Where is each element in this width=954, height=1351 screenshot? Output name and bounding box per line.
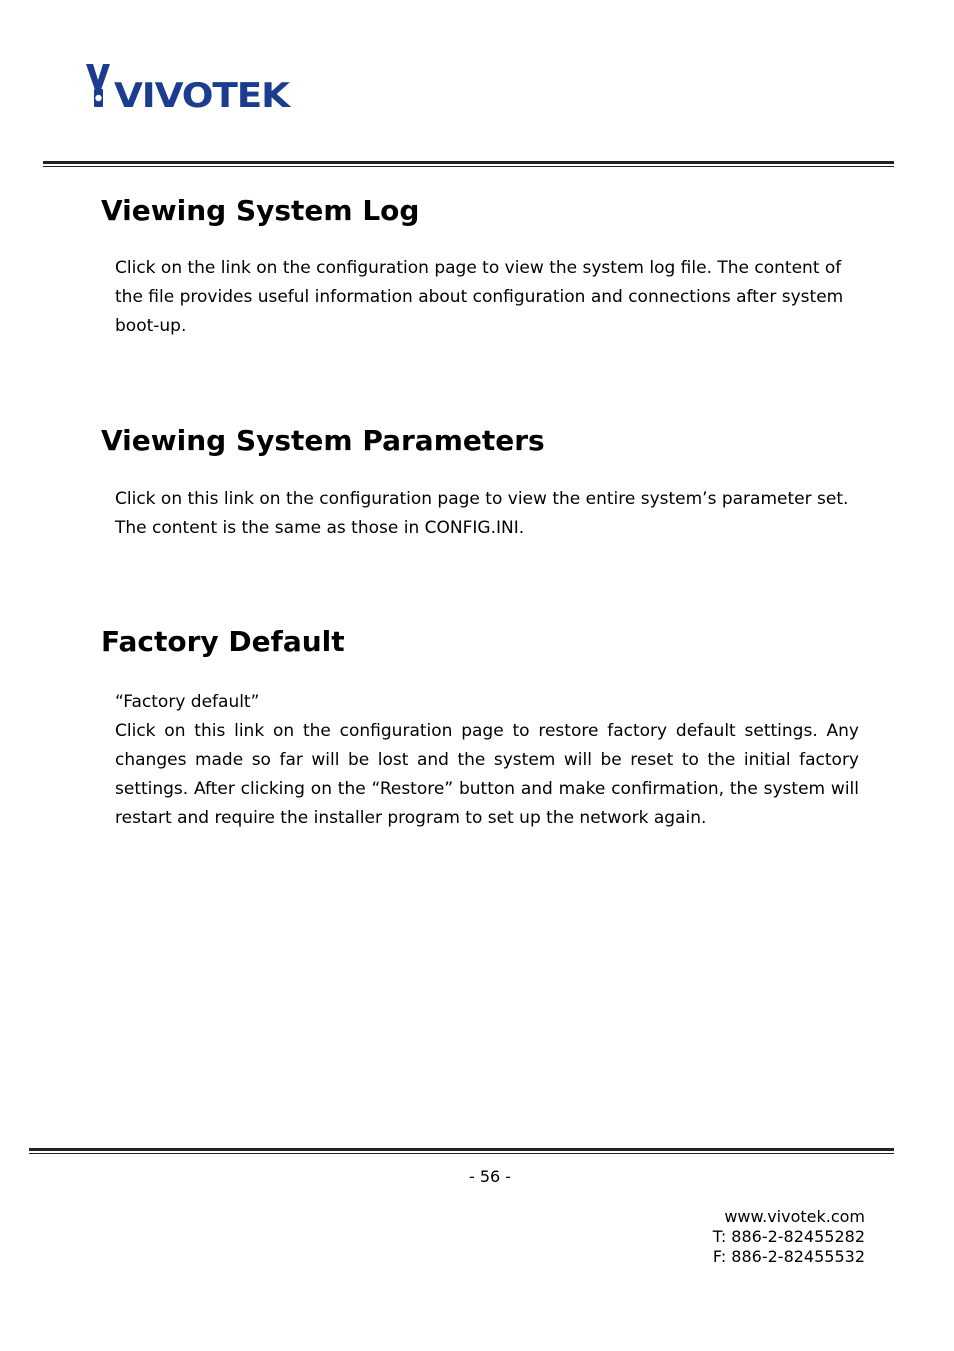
section-title: Viewing System Log — [101, 194, 420, 227]
section-body — [115, 688, 859, 833]
section-title: Factory Default — [101, 625, 345, 658]
website-text: www.vivotek.com — [724, 1207, 865, 1226]
vivotek-logo — [84, 60, 294, 114]
contact-info — [713, 1207, 865, 1267]
section-body — [115, 254, 859, 341]
page-number: - 56 - — [468, 1167, 512, 1186]
section-viewing-system-log — [101, 194, 861, 341]
header-divider — [43, 161, 894, 164]
svg-text:VIVOTEK: VIVOTEK — [114, 76, 292, 114]
paragraph: Click on this link on the configuration page to view the entire system’s parameter set. The content is the same as those in CONFIG.INI. — [115, 489, 849, 538]
paragraph: Click on the link on the configuration page to view the system log file. The content of the file provides useful information about configuration and connections after system boot-up. — [115, 258, 844, 336]
section-viewing-system-parameters — [101, 424, 861, 543]
paragraph-subheading: “Factory default” — [115, 692, 260, 712]
section-factory-default — [101, 625, 861, 833]
footer-divider — [29, 1148, 894, 1151]
section-title: Viewing System Parameters — [101, 424, 545, 457]
section-body — [115, 485, 859, 543]
phone-text: T: 886-2-82455282 — [712, 1227, 865, 1246]
paragraph: Click on this link on the configuration page to restore factory default settings. Any changes made so far will be lost and the system will be reset to the initial factory settings. After clicking on the “Restore” button and make confirmation, the system will restart and require the installer program to set up the network again. — [115, 721, 859, 828]
fax-text: F: 886-2-82455532 — [712, 1247, 865, 1266]
vivotek-camera-logo-icon — [84, 60, 294, 114]
